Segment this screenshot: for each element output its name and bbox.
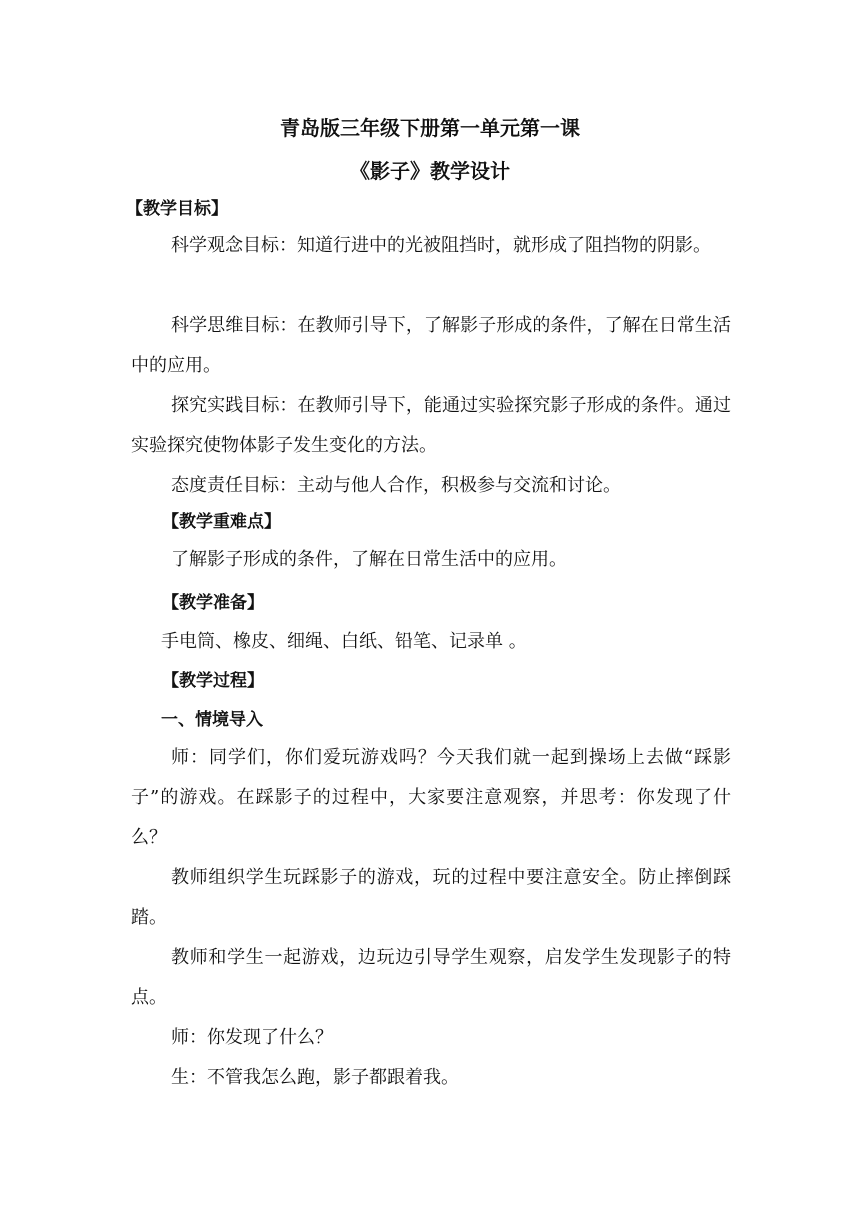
key-points-text: 了解影子形成的条件，了解在日常生活中的应用。 (171, 549, 567, 570)
document-subtitle: 《影子》教学设计 (350, 159, 510, 183)
section-heading-introduction: 一、情境导入 (161, 710, 263, 730)
heading-preparation: 【教学准备】 (162, 593, 264, 613)
goal-science-concept: 科学观念目标：知道行进中的光被阻挡时，就形成了阻挡物的阴影。 (171, 235, 711, 256)
paragraph-teacher-intro: 师：同学们，你们爱玩游戏吗？今天我们就一起到操场上去做“踩影子”的游戏。在踩影子的过程中，大家要注意观察，并思考：你发现了什么？ (131, 747, 731, 848)
goal-inquiry-practice: 探究实践目标：在教师引导下，能通过实验探究影子形成的条件。通过实验探究使物体影子发生变化的方法。 (131, 395, 731, 456)
goal-science-thinking: 科学思维目标：在教师引导下，了解影子形成的条件，了解在日常生活中的应用。 (131, 315, 731, 376)
heading-key-points: 【教学重难点】 (162, 512, 281, 532)
heading-process: 【教学过程】 (162, 671, 264, 691)
preparation-text: 手电筒、橡皮、细绳、白纸、铅笔、记录单 。 (161, 631, 527, 652)
document-title: 青岛版三年级下册第一单元第一课 (280, 116, 580, 140)
paragraph-teacher-question: 师：你发现了什么？ (171, 1027, 333, 1048)
goal-attitude: 态度责任目标：主动与他人合作，积极参与交流和讨论。 (171, 475, 621, 496)
paragraph-student-answer: 生：不管我怎么跑，影子都跟着我。 (171, 1067, 459, 1088)
heading-teaching-goals: 【教学目标】 (126, 199, 228, 219)
paragraph-play-together: 教师和学生一起游戏，边玩边引导学生观察，启发学生发现影子的特点。 (131, 947, 731, 1008)
paragraph-organize-game: 教师组织学生玩踩影子的游戏，玩的过程中要注意安全。防止摔倒踩踏。 (131, 867, 731, 928)
